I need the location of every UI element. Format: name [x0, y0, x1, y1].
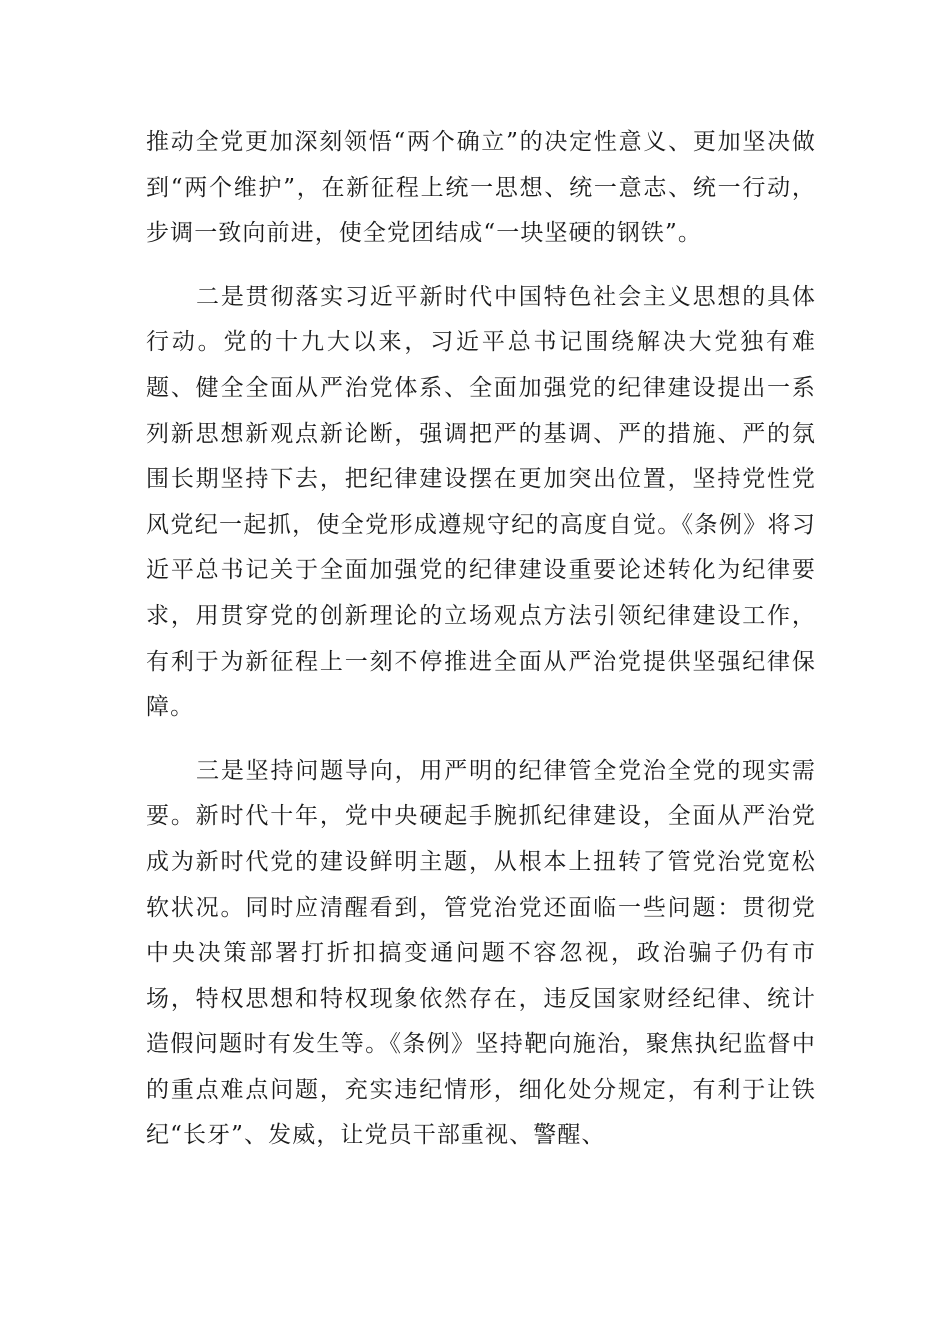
- paragraph-point-two: 二是贯彻落实习近平新时代中国特色社会主义思想的具体行动。党的十九大以来，习近平总书记围绕解决大党独有难题、健全全面从严治党体系、全面加强党的纪律建设提出一系列新思想新观点新论断，强调把严的基调、严的措施、严的氛围长期坚持下去，把纪律建设摆在更加突出位置，坚持党性党风党纪一起抓，使全党形成遵规守纪的高度自觉。《条例》将习近平总书记关于全面加强党的纪律建设重要论述转化为纪律要求，用贯穿党的创新理论的立场观点方法引领纪律建设工作，有利于为新征程上一刻不停推进全面从严治党提供坚强纪律保障。: [146, 283, 816, 721]
- document-body: [146, 120, 816, 1159]
- paragraph-continuation: 推动全党更加深刻领悟“两个确立”的决定性意义、更加坚决做到“两个维护”，在新征程上统一思想、统一意志、统一行动，步调一致向前进，使全党团结成“一块坚硬的钢铁”。: [146, 129, 816, 247]
- paragraph-point-three: 三是坚持问题导向，用严明的纪律管全党治全党的现实需要。新时代十年，党中央硬起手腕抓纪律建设，全面从严治党成为新时代党的建设鲜明主题，从根本上扭转了管党治党宽松软状况。同时应清醒看到，管党治党还面临一些问题：贯彻党中央决策部署打折扣搞变通问题不容忽视，政治骗子仍有市场，特权思想和特权现象依然存在，违反国家财经纪律、统计造假问题时有发生等。《条例》坚持靶向施治，聚焦执纪监督中的重点难点问题，充实违纪情形，细化处分规定，有利于让铁纪“长牙”、发威，让党员干部重视、警醒、: [146, 757, 816, 1149]
